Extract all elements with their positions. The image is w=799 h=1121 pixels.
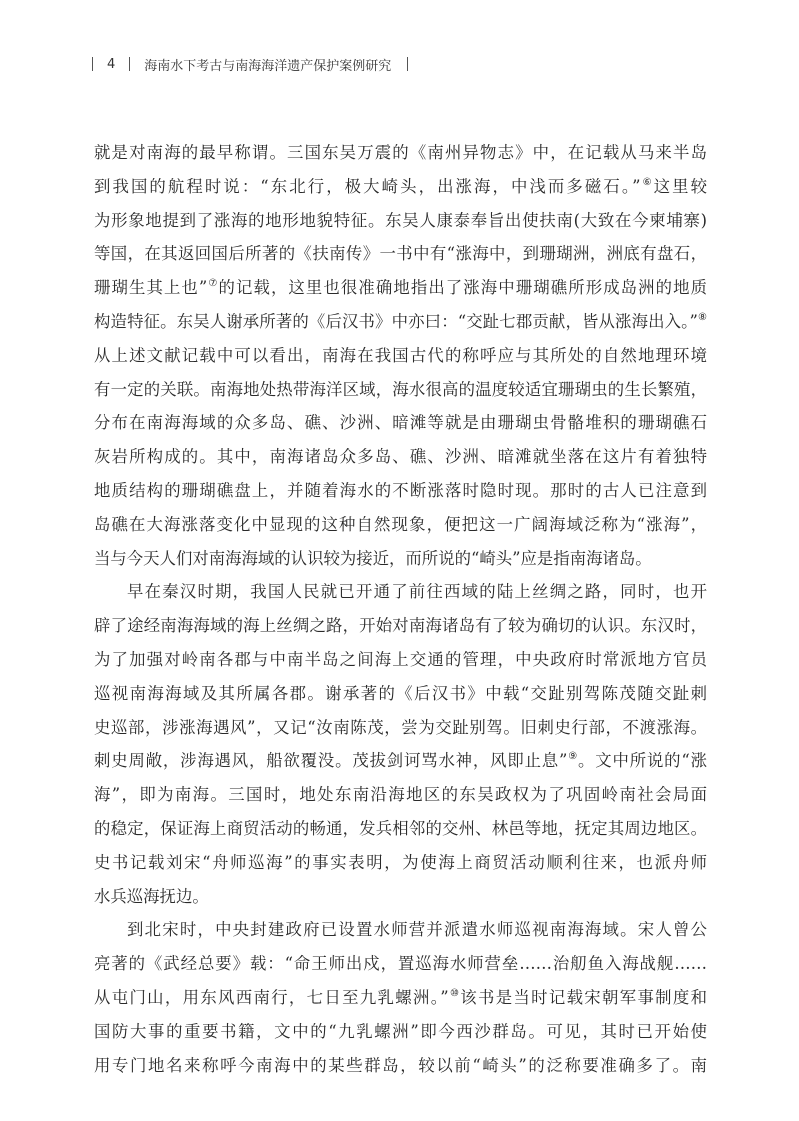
text-line: [94, 373, 707, 407]
text-segment: 这里较: [653, 176, 707, 196]
text-segment: 该书是当时记载宋朝军事制度和: [460, 987, 707, 1007]
text-segment: 海”，即为南海。三国时，地处东南沿海地区的东吴政权为了巩固岭南社会局面: [94, 785, 707, 805]
text-line: [94, 846, 707, 880]
text-line: [94, 1049, 707, 1083]
text-line: [94, 913, 707, 947]
text-segment: 岛礁在大海涨落变化中显现的这种自然现象，便把这一广阔海域泛称为“涨海”，: [94, 514, 707, 534]
text-segment: 珊瑚生其上也”: [94, 278, 208, 298]
page-number: 4: [107, 56, 116, 72]
text-segment: 国防大事的重要书籍，文中的“九乳螺洲”即今西沙群岛。可见，其时已开始使: [94, 1021, 707, 1041]
text-line: [94, 271, 707, 305]
paragraph: [94, 575, 707, 913]
text-segment: 史书记载刘宋“舟师巡海”的事实表明，为使海上商贸活动顺利往来，也派舟师: [94, 852, 707, 872]
text-line: [94, 136, 707, 170]
text-line: [94, 744, 707, 778]
text-segment: 地质结构的珊瑚礁盘上，并随着海水的不断涨落时隐时现。那时的古人已注意到: [94, 480, 707, 500]
text-line: [94, 677, 707, 711]
header-divider: [129, 57, 130, 71]
text-line: [94, 237, 707, 271]
text-segment: 等国，在其返回国后所著的《扶南传》一书中有“涨海中，到珊瑚洲，洲底有盘石，: [94, 244, 707, 264]
paragraph: [94, 136, 707, 575]
text-line: [94, 542, 707, 576]
header-divider: [407, 57, 408, 71]
text-segment: 到北宋时，中央封建政府已设置水师营并派遣水师巡视南海海域。宋人曾公: [127, 920, 707, 940]
text-segment: 史巡部，涉涨海遇风”，又记“汝南陈茂，尝为交趾别驾。旧刺史行部，不渡涨海。: [94, 717, 707, 737]
text-line: [94, 575, 707, 609]
text-line: [94, 711, 707, 745]
text-segment: 的记载，这里也很准确地指出了涨海中珊瑚礁所形成岛洲的地质: [218, 278, 707, 298]
body-text: [94, 136, 707, 1082]
footnote-ref: ⑥: [640, 176, 654, 188]
footnote-ref: ⑧: [697, 311, 707, 323]
text-segment: 为了加强对岭南各郡与中南半岛之间海上交通的管理，中央政府时常派地方官员: [94, 649, 707, 669]
text-segment: 就是对南海的最早称谓。三国东吴万震的《南州异物志》中，在记载从马来半岛: [94, 143, 707, 162]
text-segment: 构造特征。东吴人谢承所著的《后汉书》中亦曰：“交趾七郡贡献，皆从涨海出入。”: [94, 311, 698, 331]
text-segment: 从屯门山，用东风西南行，七日至九乳螺洲。”: [94, 987, 449, 1007]
text-line: [94, 204, 707, 238]
footnote-ref: ⑦: [207, 278, 219, 290]
text-line: [94, 1015, 707, 1049]
text-line: [94, 981, 707, 1015]
text-segment: 刺史周敞，涉海遇风，船欲覆没。茂拔剑诃骂水神，风即止息”: [94, 751, 568, 771]
text-line: [94, 508, 707, 542]
text-segment: 当与今天人们对南海海域的认识较为接近，而所说的“崎头”应是指南海诸岛。: [94, 548, 652, 568]
text-line: [94, 170, 707, 204]
text-line: [94, 778, 707, 812]
text-line: [94, 305, 707, 339]
running-header: [92, 54, 408, 74]
text-segment: 早在秦汉时期，我国人民就已开通了前往西域的陆上丝绸之路，同时，也开: [127, 582, 707, 602]
text-segment: 分布在南海海域的众多岛、礁、沙洲、暗滩等就是由珊瑚虫骨骼堆积的珊瑚礁石: [94, 413, 707, 433]
header-divider: [92, 57, 93, 71]
text-segment: 从上述文献记载中可以看出，南海在我国古代的称呼应与其所处的自然地理环境: [94, 345, 707, 365]
text-segment: 巡视南海海域及其所属各郡。谢承著的《后汉书》中载“交趾别驾陈茂随交趾刺: [94, 683, 707, 703]
text-line: [94, 643, 707, 677]
footnote-ref: ⑨: [567, 751, 579, 763]
text-segment: 到我国的航程时说：“东北行，极大崎头，出涨海，中浅而多磁石。”: [94, 176, 641, 196]
book-title: 海南水下考古与南海海洋遗产保护案例研究: [144, 58, 392, 74]
text-line: [94, 947, 707, 981]
text-line: [94, 880, 707, 914]
text-segment: 亮著的《武经总要》载：“命王师出戍，置巡海水师营垒……治舠鱼入海战舰……: [94, 954, 707, 974]
text-segment: 灰岩所构成的。其中，南海诸岛众多岛、礁、沙洲、暗滩就坐落在这片有着独特: [94, 447, 707, 467]
text-line: [94, 474, 707, 508]
text-line: [94, 406, 707, 440]
text-line: [94, 339, 707, 373]
text-segment: 水兵巡海抚边。: [94, 886, 209, 906]
text-segment: 有一定的关联。南海地处热带海洋区域，海水很高的温度较适宜珊瑚虫的生长繁殖，: [94, 379, 707, 399]
text-segment: 辟了途经南海海域的海上丝绸之路，开始对南海诸岛有了较为确切的认识。东汉时，: [94, 616, 707, 636]
text-line: [94, 440, 707, 474]
text-segment: 。文中所说的“涨: [578, 751, 707, 771]
text-segment: 的稳定，保证海上商贸活动的畅通，发兵相邻的交州、林邑等地，抚定其周边地区。: [94, 818, 707, 838]
text-line: [94, 812, 707, 846]
text-segment: 用专门地名来称呼今南海中的某些群岛，较以前“崎头”的泛称要准确多了。南: [94, 1055, 707, 1075]
text-line: [94, 609, 707, 643]
footnote-ref: ⑩: [448, 987, 461, 999]
paragraph: [94, 913, 707, 1082]
text-segment: 为形象地提到了涨海的地形地貌特征。东吴人康泰奉旨出使扶南(大致在今柬埔寨): [94, 210, 707, 230]
